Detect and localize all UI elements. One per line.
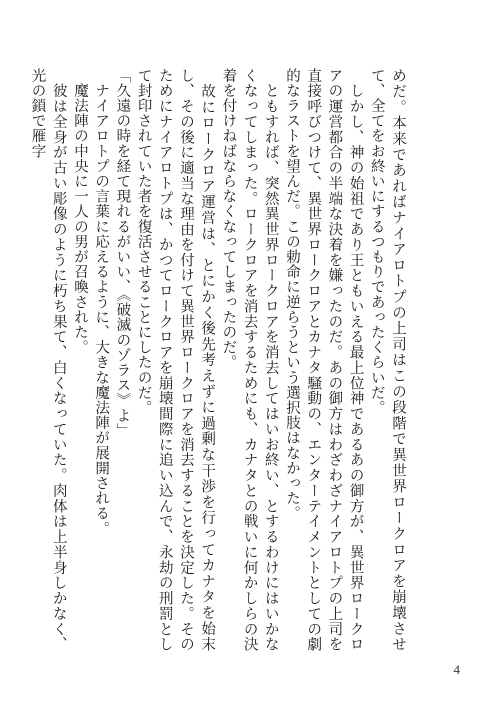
paragraph-4: 故にロークロア運営は、とにかく後先考えずに過剰な干渉を行ってカナタを始末し、その後に適当な理由を付けて異世界ロークロアを消去することを決定した。そのためにナイアロトプは、かつてロークロアを崩壊間際に追い込んで、永劫の刑罰として封印されていた者を復活させることにしたのだ。	[135, 68, 216, 652]
paragraph-3: ともすれば、突然異世界ロークロアを消去してはいお終い、とするわけにはいかなくなってしまった。ロークロアを消去するためにも、カナタとの戦いに何かしらの決着を付けねばならなくなってしまったのだ。	[220, 68, 279, 652]
paragraph-2: しかし、神の始祖であり王ともいえる最上位神であるあの御方が、異世界ロークロアの運営都合の半端な決着を嫌ったのだ。あの御方はわざわざナイアロトプの上司を直接呼びつけて、異世界ロークロアとカナタ騒動の、エンターテイメントとしての劇的なラストを望んだ。この勅命に逆らうという選択肢はなかった。	[283, 68, 364, 652]
paragraph-1: めだ。本来であればナイアロトプの上司はこの段階で異世界ロークロアを崩壊させて、全てをお終いにするつもりであったくらいだ。	[368, 68, 406, 652]
paragraph-8: 彼は全身が古い彫像のように朽ち果て、白くなっていた。肉体は上半身しかなく、光の鎖で雁字	[29, 68, 67, 652]
page-number: 4	[453, 662, 460, 677]
vertical-text-body	[29, 68, 408, 652]
paragraph-7: 魔法陣の中央に一人の男が召喚された。	[71, 68, 88, 355]
paragraph-6: ナイアロトプの言葉に応えるように、大きな魔法陣が展開される。	[93, 68, 110, 537]
paragraph-5: 「久遠の時を経て現れるがいい、《破滅のゾラス》よ」	[114, 68, 131, 439]
